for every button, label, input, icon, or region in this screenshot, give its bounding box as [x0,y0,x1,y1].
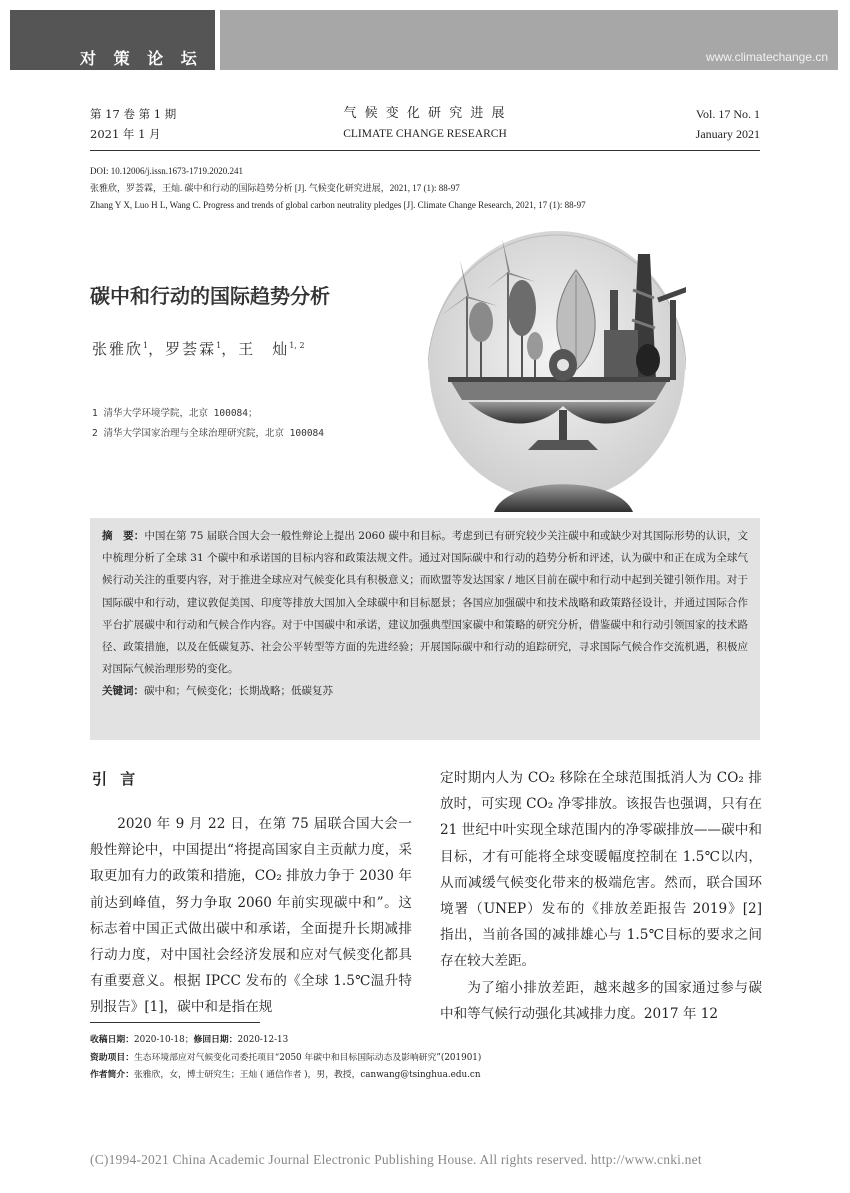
affiliations [92,404,324,444]
fund-label: 资助项目： [90,1052,134,1063]
citation-cn: 张雅欣，罗荟霖，王灿. 碳中和行动的国际趋势分析 [J]. 气候变化研究进展，2021, 17 (1): 88-97 [90,183,460,193]
author-name: 王 灿 [238,340,290,358]
author-affil-mark: 1 [216,341,222,350]
author-affil-mark: 1, 2 [289,341,305,350]
journal-issue-en [696,104,760,144]
received-label: 收稿日期： [90,1035,134,1045]
section-heading: 引 言 [92,770,140,788]
volume-cn: 第 17 卷 第 1 期 [90,107,177,121]
journal-name [260,104,590,144]
author-bio-text: 张雅欣，女，博士研究生；王灿 ( 通信作者 )，男，教授，canwang@tsinghua.edu.cn [134,1070,481,1080]
footnotes [90,1032,481,1085]
banner-right-block [220,10,838,70]
author-list: 张雅欣$^1$，罗荟霖$^1$，王 灿$^{1, 2}$ [92,340,305,358]
abstract-text: 中国在第 75 届联合国大会一般性辩论上提出 2060 碳中和目标。考虑到已有研究较少关注碳中和或缺少对其国际形势的认识，文中梳理分析了全球 31 个碳中和承诺国的目标内容和政策法规文件。通过对国际碳中和行动的趋势分析和评述，认为碳中和正在成为全球气候行动关注的重要内容，对于推进全球应对气候变化具有积极意义；而欧盟等发达国家 / 地区目前在碳中和行动中起到关键引领作用。对于国际碳中和行动，建议敦促美国、印度等排放大国加入全球碳中和目标愿景；各国应加强碳中和技术战略和政策路径设计，并通过国际合作平台扩展碳中和行动和气候合作内容。对于中国碳中和承诺，建议加强典型国家碳中和策略的研究分析，借鉴碳中和行动引领国家的技术路径、政策措施，以及在低碳复苏、社会公平转型等方面的先进经验；开展国际碳中和行动的追踪研究，寻求国际气候合作交流机遇，积极应对国际气候治理形势的变化。 [102,530,748,676]
volume-en: Vol. 17 No. 1 [695,107,760,121]
date-cn: 2021 年 1 月 [90,127,161,141]
carbon-balance-illustration [428,230,686,512]
author-name: 罗荟霖 [165,340,217,358]
author-bio-line [90,1067,481,1085]
paragraph: 为了缩小排放差距，越来越多的国家通过参与碳中和等气候行动强化其减排力度。2017 年 12 [440,979,762,1022]
section-banner [10,10,838,70]
affiliation-2: 2 清华大学国家治理与全球治理研究院，北京 100084 [92,428,324,439]
keywords: 碳中和；气候变化；长期战略；低碳复苏 [144,685,333,698]
revised-label: 修回日期： [193,1035,238,1045]
body-column-right [440,765,762,1027]
received-line [90,1032,481,1050]
keywords-label: 关键词： [102,685,144,698]
banner-left-block [10,10,215,70]
author-name: 张雅欣 [92,340,144,358]
abstract-box [90,518,760,740]
paragraph: 定时期内人为 CO₂ 移除在全球范围抵消人为 CO₂ 排放时，可实现 CO₂ 净零排放。该报告也强调，只有在 21 世纪中叶实现全球范围内的净零碳排放——碳中和目标，才有可能将全球变暖幅度控制在 1.5℃以内，从而减缓气候变化带来的极端危害。然而，联合国环境署（UNEP）发布的《排放差距报告 2019》[2] 指出，当前各国的减排雄心与 1.5℃目标的要求之间存在较大差距。 [440,770,762,970]
fund-text: 生态环境部应对气候变化司委托项目“2050 年碳中和目标国际动态及影响研究”(201901) [134,1052,482,1063]
footnote-divider [90,1022,260,1023]
section-title: 对 策 论 坛 [80,49,203,68]
revised-date: 2020-12-13 [237,1035,289,1045]
header-divider [90,150,760,151]
paragraph: 2020 年 9 月 22 日，在第 75 届联合国大会一般性辩论中，中国提出“将提高国家自主贡献力度，采取更加有力的政策和措施，CO₂ 排放力争于 2030 年前达到峰值，努力争取 2060 年前实现碳中和”。这标志着中国正式做出碳中和承诺，全面提升长期减排行动力度，对中国社会经济发展和应对气候变化都具有重要意义。根据 IPCC 发布的《全球 1.5℃温升特别报告》[1]，碳中和是指在规 [90,816,412,1016]
fund-line [90,1050,481,1068]
copyright-notice: (C)1994-2021 China Academic Journal Electronic Publishing House. All rights reserved. http://www.cnki.net [90,1152,702,1167]
scale-pan [450,380,668,400]
affiliation-1: 1 清华大学环境学院，北京 100084； [92,408,258,419]
keywords-line [102,680,748,702]
article-title: 碳中和行动的国际趋势分析 [90,284,330,308]
body-column-left [90,811,412,1021]
date-en: January 2021 [695,127,760,141]
abstract-label: 摘 要： [102,530,145,542]
received-date: 2020-10-18； [134,1035,194,1045]
citation-block [90,163,586,214]
author-bio-label: 作者简介： [90,1070,134,1080]
author-affil-mark: 1 [143,341,149,350]
citation-en: Zhang Y X, Luo H L, Wang C. Progress and trends of global carbon neutrality pledges [J]. Climate Change Research, 2021, 17 (1): 88-97 [90,200,586,210]
journal-issue-cn [90,104,176,144]
journal-name-cn: 气 候 变 化 研 究 进 展 [343,106,507,121]
journal-url[interactable]: www.climatechange.cn [705,50,828,64]
journal-name-en: CLIMATE CHANGE RESEARCH [343,128,507,140]
doi[interactable]: DOI: 10.12006/j.issn.1673-1719.2020.241 [90,166,243,176]
